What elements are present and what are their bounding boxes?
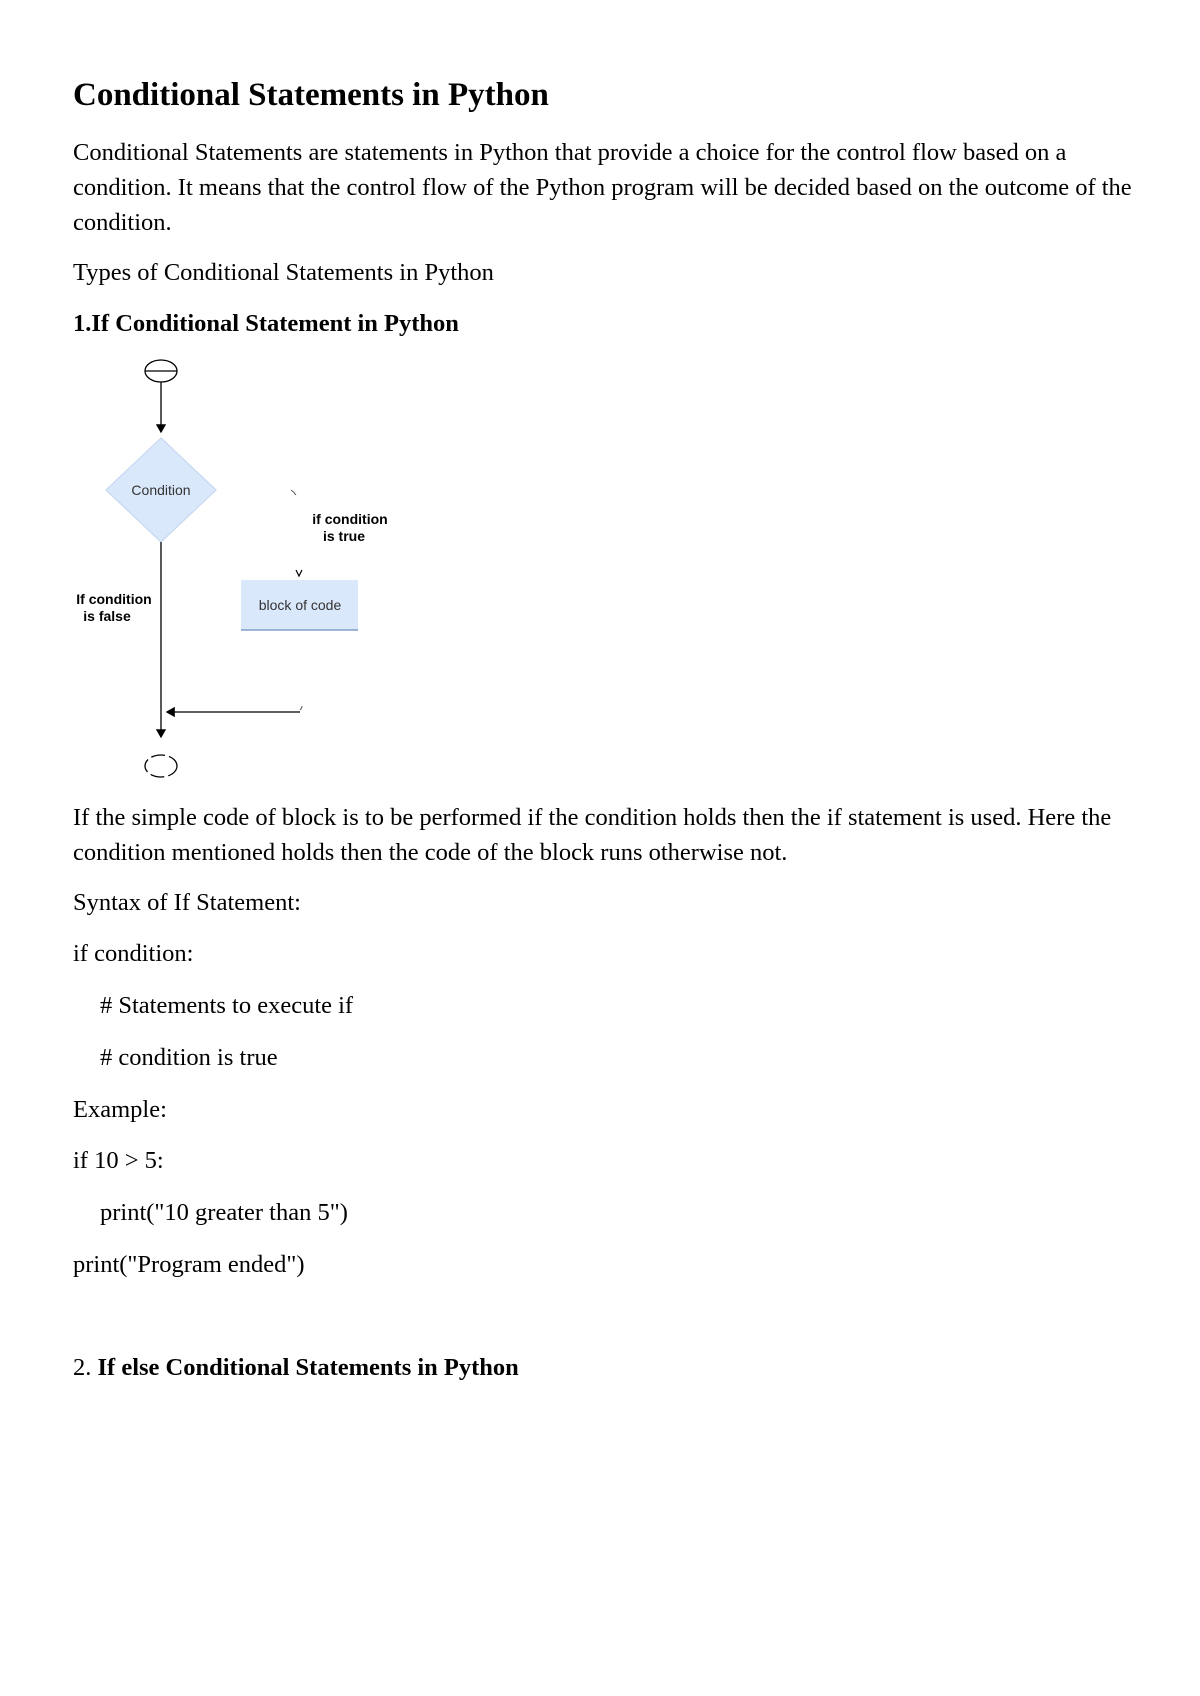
true-path-curve [291,490,296,495]
start-terminator [145,360,177,382]
block-label: block of code [258,597,342,613]
section-1-heading [73,306,459,341]
true-label-line1: if condition [312,511,388,527]
section-2-number: 2. [73,1354,98,1381]
false-label-line2: is false [83,608,131,624]
section-2-heading [73,1350,519,1385]
syntax-line-3: # condition is true [100,1044,278,1071]
return-path-curve [300,706,302,710]
syntax-line-1: if condition: [73,940,194,967]
example-line-3: print("Program ended") [73,1251,305,1278]
intro-paragraph: Conditional Statements are statements in Python that provide a choice for the control flow based on a condition. It means that the control flow of the Python program will be decided based on the outcome of the condition. [73,139,1132,236]
page-title: Conditional Statements in Python [73,77,549,113]
syntax-line-2: # Statements to execute if [100,992,354,1019]
true-label-line2: is true [322,528,366,544]
example-heading: Example: [73,1096,167,1123]
example-line-1: if 10 > 5: [73,1147,164,1174]
condition-diamond [106,438,216,542]
section-2-title: If else Conditional Statements in Python [97,1354,519,1381]
example-line-2: print("10 greater than 5") [100,1199,348,1226]
section-1-title: If Conditional Statement in Python [91,310,459,337]
if-flowchart-diagram [60,352,420,792]
section-1-number: 1. [73,310,92,337]
if-description-paragraph: If the simple code of block is to be performed if the condition holds then the if statement is used. Here the condition mentioned holds then the code of the block runs otherwise not. [73,804,1112,866]
types-heading: Types of Conditional Statements in Python [73,259,494,286]
block-of-code-box [241,580,358,630]
true-path-arrow [296,570,302,576]
false-label-line1: If condition [76,591,152,607]
condition-label: Condition [131,482,191,498]
end-terminator [145,755,177,777]
syntax-heading: Syntax of If Statement: [73,889,301,916]
